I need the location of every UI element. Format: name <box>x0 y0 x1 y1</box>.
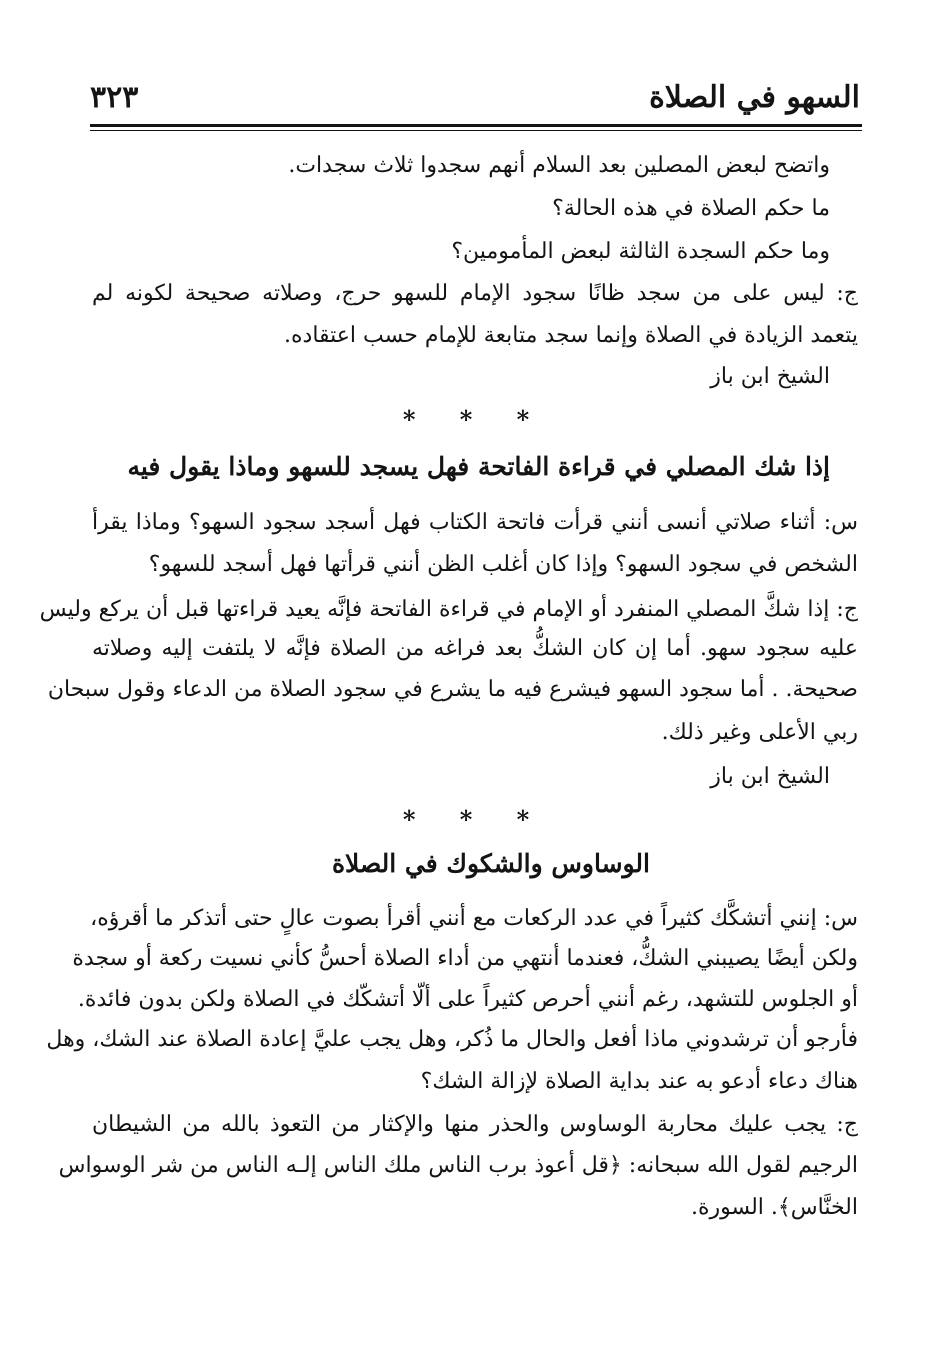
answer-line: ج: يجب عليك محاربة الوساوس والحذر منها والإكثار من التعوذ بالله من الشيطان <box>92 1112 858 1137</box>
question-line: ولكن أيضًا يصيبني الشكُّ، فعندما أنتهي من أداء الصلاة أحسُّ كأني نسيت ركعة أو سجدة <box>72 946 858 971</box>
paragraph-line: وما حكم السجدة الثالثة لبعض المأمومين؟ <box>451 239 830 264</box>
author-signature: الشيخ ابن باز <box>710 764 830 789</box>
question-line: أو الجلوس للتشهد، رغم أنني أحرص كثيراً على ألّا أتشكّك في الصلاة ولكن بدون فائدة. <box>77 987 858 1012</box>
answer-line: ج: إذا شكَّ المصلي المنفرد أو الإمام في قراءة الفاتحة فإنَّه يعيد قراءتها قبل أن يركع وليس <box>39 597 858 622</box>
answer-line: صحيحة. . أما سجود السهو فيشرع فيه ما يشرع في سجود الصلاة من الدعاء وقول سبحان <box>47 677 858 702</box>
question-line: هناك دعاء أدعو به عند بداية الصلاة لإزالة الشك؟ <box>420 1069 858 1094</box>
answer-line: ج: ليس على من سجد ظانًا سجود الإمام للسهو حرج، وصلاته صحيحة لكونه لم <box>92 281 858 306</box>
question-line: فأرجو أن ترشدوني ماذا أفعل والحال ما ذُكر، وهل يجب عليَّ إعادة الصلاة عند الشك، وهل <box>46 1027 858 1052</box>
header-rule-thin <box>90 130 862 131</box>
author-signature: الشيخ ابن باز <box>710 364 830 389</box>
answer-line: عليه سجود سهو. أما إن كان الشكُّ بعد فراغه من الصلاة فإنَّه لا يلتفت إليه وصلاته <box>92 636 858 661</box>
question-line: س: أثناء صلاتي أنسى أنني قرأت فاتحة الكتاب فهل أسجد سجود السهو؟ وماذا يقرأ <box>92 510 858 535</box>
answer-line: ربي الأعلى وغير ذلك. <box>661 720 858 745</box>
page-number: ٣٢٣ <box>90 80 139 115</box>
running-title: السهو في الصلاة <box>649 80 860 115</box>
header-rule-thick <box>90 124 862 127</box>
answer-line: الرجيم لقول الله سبحانه: ﴿قل أعوذ برب الناس ملك الناس إلـه الناس من شر الوسواس <box>58 1153 858 1178</box>
section-divider: * * * <box>402 405 548 434</box>
section-heading: الوساوس والشكوك في الصلاة <box>331 849 650 878</box>
section-heading: إذا شك المصلي في قراءة الفاتحة فهل يسجد للسهو وماذا يقول فيه <box>127 452 830 481</box>
page-header <box>90 78 860 122</box>
question-line: س: إنني أتشكَّك كثيراً في عدد الركعات مع أنني أقرأ بصوت عالٍ حتى أتذكر ما أقرؤه، <box>90 906 858 931</box>
answer-line: الخنَّاس﴾. السورة. <box>690 1195 858 1220</box>
answer-line: يتعمد الزيادة في الصلاة وإنما سجد متابعة للإمام حسب اعتقاده. <box>284 323 858 348</box>
paragraph-line: ما حكم الصلاة في هذه الحالة؟ <box>552 196 830 221</box>
question-line: الشخص في سجود السهو؟ وإذا كان أغلب الظن أنني قرأتها فهل أسجد للسهو؟ <box>148 552 858 577</box>
section-divider: * * * <box>402 805 548 834</box>
paragraph-line: واتضح لبعض المصلين بعد السلام أنهم سجدوا ثلاث سجدات. <box>288 153 830 178</box>
